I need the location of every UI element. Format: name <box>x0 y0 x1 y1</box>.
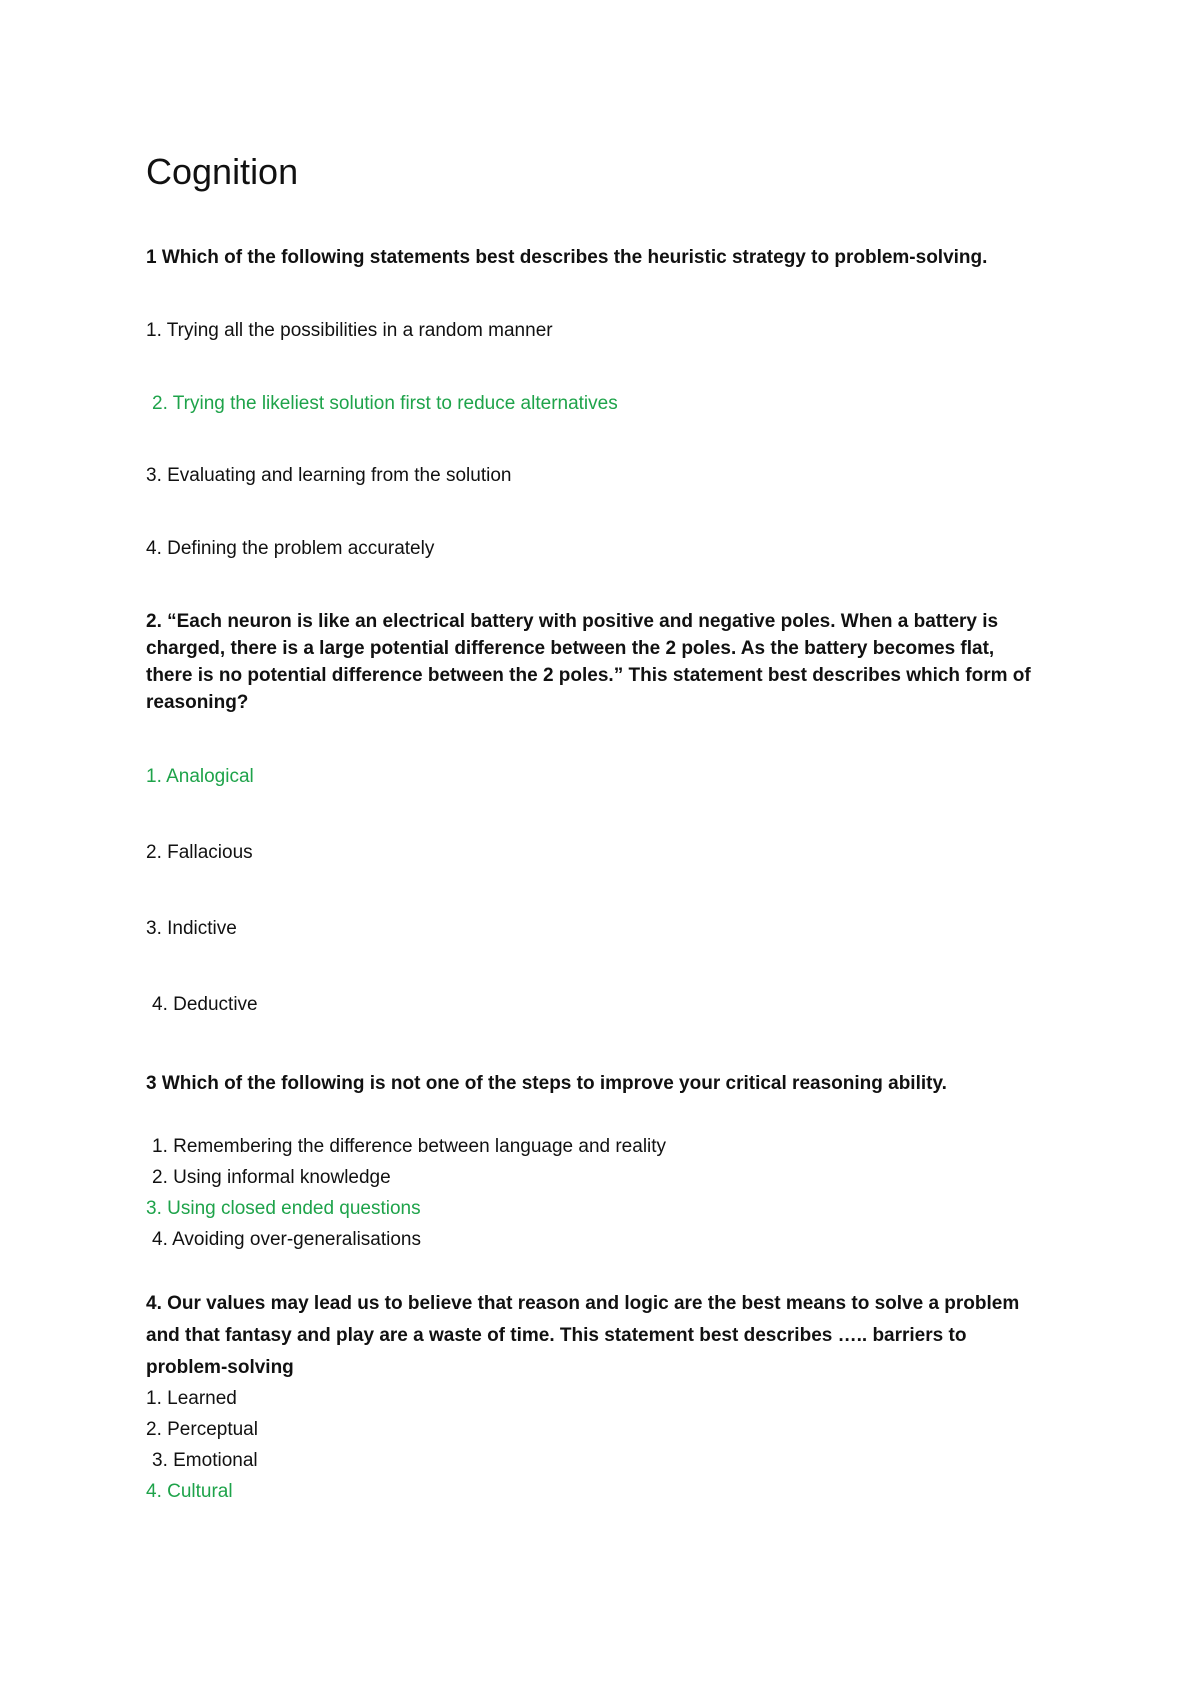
question-3-option-3-correct: 3. Using closed ended questions <box>146 1198 421 1219</box>
question-2-line-2: charged, there is a large potential difference between the 2 poles. As the battery becomes flat, <box>146 638 995 659</box>
question-4-line-1: 4. Our values may lead us to believe that reason and logic are the best means to solve a problem <box>146 1293 1020 1314</box>
question-2-line-3: there is no potential difference between the 2 poles.” This statement best describes which form of <box>146 665 1031 686</box>
question-4-line-2: and that fantasy and play are a waste of time. This statement best describes ….. barriers to <box>146 1325 967 1346</box>
question-1-text: 1 Which of the following statements best describes the heuristic strategy to problem-solving. <box>146 247 988 268</box>
question-3-option-4: 4. Avoiding over-generalisations <box>152 1229 421 1250</box>
question-4-option-1: 1. Learned <box>146 1388 237 1409</box>
question-2-option-4: 4. Deductive <box>152 994 258 1015</box>
question-2-line-4: reasoning? <box>146 692 249 713</box>
question-3-option-2: 2. Using informal knowledge <box>152 1167 391 1188</box>
question-2-option-2: 2. Fallacious <box>146 842 253 863</box>
question-1-option-3: 3. Evaluating and learning from the solution <box>146 465 512 486</box>
question-2-option-1-correct: 1. Analogical <box>146 766 254 787</box>
question-4-option-4-correct: 4. Cultural <box>146 1481 233 1502</box>
question-1-option-1: 1. Trying all the possibilities in a random manner <box>146 320 553 341</box>
page-title: Cognition <box>146 151 299 192</box>
question-3-text: 3 Which of the following is not one of the steps to improve your critical reasoning ability. <box>146 1073 947 1094</box>
question-2-line-1: 2. “Each neuron is like an electrical battery with positive and negative poles. When a battery is <box>146 611 999 632</box>
question-3-option-1: 1. Remembering the difference between language and reality <box>152 1136 667 1157</box>
question-1-option-2-correct: 2. Trying the likeliest solution first to reduce alternatives <box>152 393 618 414</box>
question-1-option-4: 4. Defining the problem accurately <box>146 538 435 559</box>
question-4-option-2: 2. Perceptual <box>146 1419 258 1440</box>
question-4-line-3: problem-solving <box>146 1357 294 1378</box>
question-4-option-3: 3. Emotional <box>152 1450 258 1471</box>
question-2-option-3: 3. Indictive <box>146 918 237 939</box>
